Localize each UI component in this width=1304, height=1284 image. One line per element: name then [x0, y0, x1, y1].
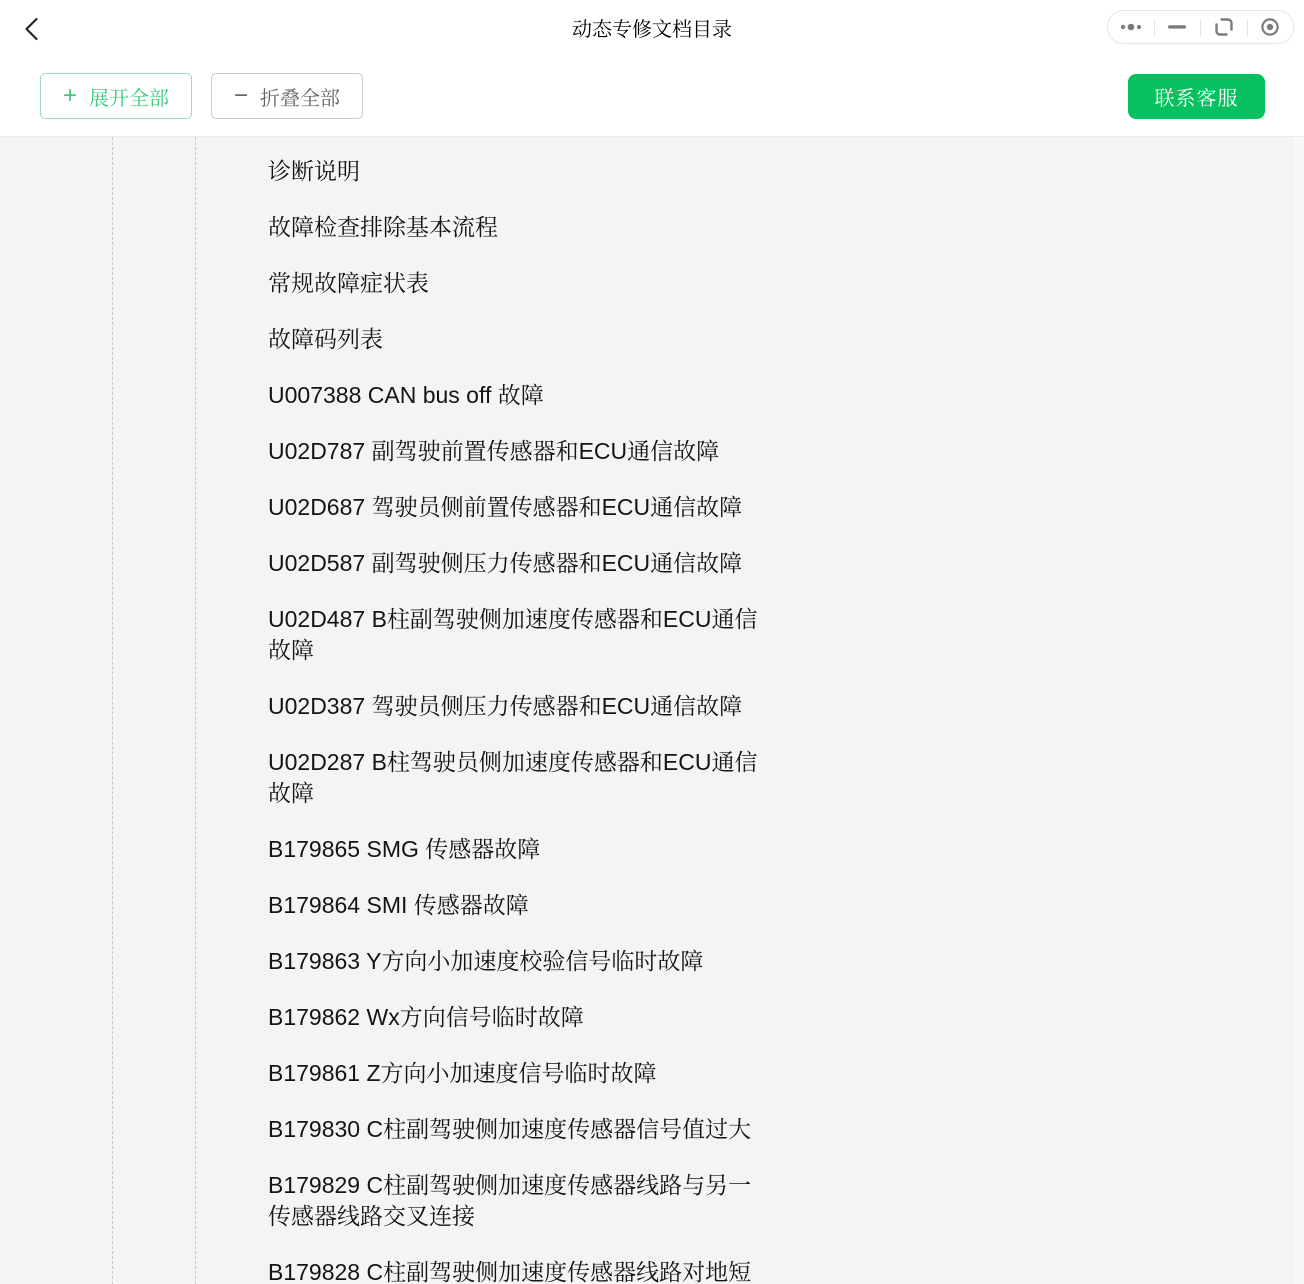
- window-capsule: [1107, 10, 1294, 44]
- minus-icon: −: [233, 82, 248, 109]
- toc-item-label: B179863 Y方向小加速度校验信号临时故障: [268, 948, 704, 974]
- toc-item-label: U007388 CAN bus off 故障: [268, 382, 544, 408]
- toc-item[interactable]: [268, 1245, 768, 1284]
- toc-item-label: B179864 SMI 传感器故障: [268, 892, 529, 918]
- toc-item[interactable]: [268, 200, 768, 256]
- toc-item[interactable]: [268, 536, 768, 592]
- toc-item-label: B179862 Wx方向信号临时故障: [268, 1004, 584, 1030]
- toc-item-label: B179828 C柱副驾驶侧加速度传感器线路对地短: [268, 1259, 752, 1284]
- toc-item[interactable]: [268, 1046, 768, 1102]
- toc-item[interactable]: [268, 1158, 768, 1245]
- minimize-icon: [1168, 24, 1186, 30]
- collapse-all-button[interactable]: [211, 73, 363, 119]
- toc-item-label: B179830 C柱副驾驶侧加速度传感器信号值过大: [268, 1116, 752, 1142]
- toc-item-label: U02D687 驾驶员侧前置传感器和ECU通信故障: [268, 494, 743, 520]
- toc-item[interactable]: [268, 735, 768, 822]
- expand-all-label: 展开全部: [89, 87, 169, 110]
- toc-item-label: U02D487 B柱副驾驶侧加速度传感器和ECU通信故障: [268, 606, 758, 663]
- toc-item[interactable]: [268, 934, 768, 990]
- toc-item[interactable]: [268, 1102, 768, 1158]
- collapse-all-label: 折叠全部: [260, 87, 340, 110]
- toc-item-label: U02D287 B柱驾驶员侧加速度传感器和ECU通信故障: [268, 749, 758, 806]
- toc-item[interactable]: [268, 256, 768, 312]
- toc-item[interactable]: [268, 822, 768, 878]
- target-icon: [1259, 16, 1281, 38]
- more-button[interactable]: [1108, 11, 1154, 43]
- toc-item-label: 常规故障症状表: [268, 270, 429, 296]
- header: [0, 0, 1304, 137]
- toc-item[interactable]: [268, 144, 768, 200]
- toc-item-label: U02D587 副驾驶侧压力传感器和ECU通信故障: [268, 550, 743, 576]
- toc-item[interactable]: [268, 990, 768, 1046]
- toc-item[interactable]: [268, 679, 768, 735]
- toc-item-label: U02D787 副驾驶前置传感器和ECU通信故障: [268, 438, 720, 464]
- toc-item-label: 故障码列表: [268, 326, 383, 352]
- toc-item[interactable]: [268, 312, 768, 368]
- contact-service-button[interactable]: 联系客服: [1128, 74, 1265, 119]
- toc-item-label: U02D387 驾驶员侧压力传感器和ECU通信故障: [268, 693, 743, 719]
- toc-item-label: B179861 Z方向小加速度信号临时故障: [268, 1060, 657, 1086]
- more-dots-icon: [1119, 22, 1143, 32]
- toc-item[interactable]: [268, 368, 768, 424]
- toc-list: [268, 137, 768, 1284]
- page-title: 动态专修文档目录: [572, 19, 732, 41]
- tree-guide-line-1: [112, 137, 113, 1284]
- plus-icon: +: [62, 82, 77, 109]
- toc-item[interactable]: [268, 480, 768, 536]
- restore-icon: [1213, 16, 1235, 38]
- expand-all-button[interactable]: [40, 73, 192, 119]
- scrollbar-track[interactable]: [1294, 137, 1304, 1284]
- tree-guide-line-2: [195, 137, 196, 1284]
- toc-item[interactable]: [268, 424, 768, 480]
- toc-item-label: 诊断说明: [268, 158, 360, 184]
- toc-content: [0, 137, 1304, 1284]
- toc-item-label: 故障检查排除基本流程: [268, 214, 498, 240]
- toc-item-label: B179865 SMG 传感器故障: [268, 836, 541, 862]
- target-button[interactable]: [1248, 11, 1294, 43]
- toc-item-label: B179829 C柱副驾驶侧加速度传感器线路与另一传感器线路交叉连接: [268, 1172, 752, 1229]
- restore-button[interactable]: [1201, 11, 1247, 43]
- toc-item[interactable]: [268, 878, 768, 934]
- minimize-button[interactable]: [1155, 11, 1201, 43]
- toc-item[interactable]: [268, 592, 768, 679]
